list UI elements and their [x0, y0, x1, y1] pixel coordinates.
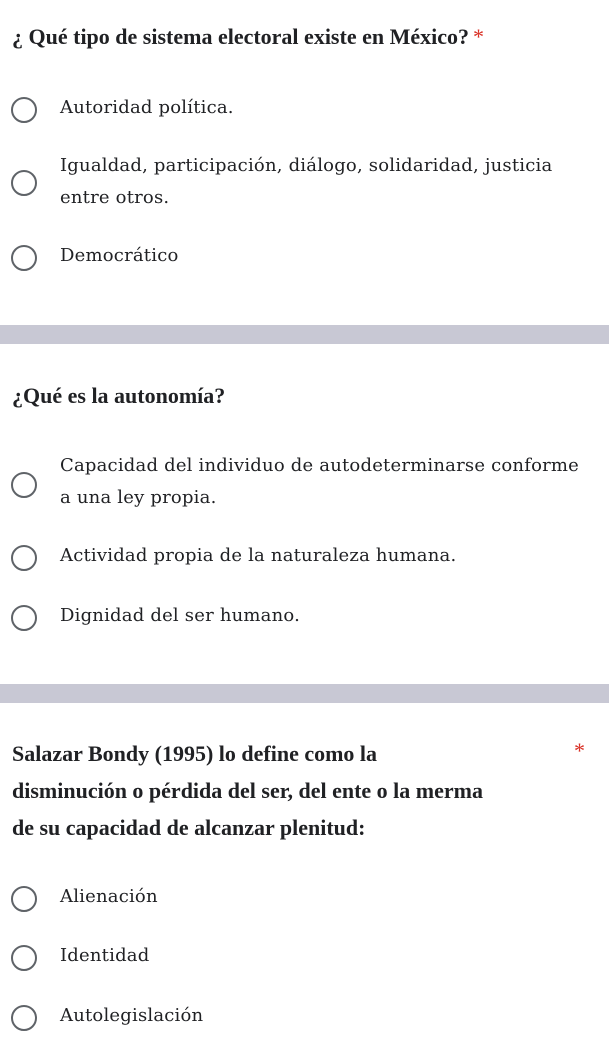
required-asterisk: * — [574, 738, 585, 763]
radio-button[interactable] — [11, 245, 37, 271]
radio-option[interactable] — [0, 540, 609, 576]
option-label: Actividad propia de la naturaleza humana. — [60, 545, 457, 566]
option-label: Dignidad del ser humano. — [60, 605, 301, 626]
required-asterisk: * — [472, 24, 484, 49]
radio-option[interactable] — [0, 1000, 609, 1036]
question-salazar-bondy — [0, 703, 609, 1048]
question-electoral-system — [0, 0, 609, 325]
radio-option[interactable] — [0, 240, 609, 276]
radio-option[interactable] — [0, 92, 609, 128]
radio-button[interactable] — [11, 605, 37, 631]
question-title — [12, 18, 484, 55]
question-title-line: Salazar Bondy (1995) lo define como la — [12, 741, 378, 766]
option-label: Alienación — [60, 886, 158, 907]
question-title-line: disminución o pérdida del ser, del ente o la merma — [12, 778, 483, 803]
radio-button[interactable] — [11, 886, 37, 912]
option-label: Capacidad del individuo de autodeterminarse conforme a una ley propia. — [60, 455, 580, 508]
radio-button[interactable] — [11, 1005, 37, 1031]
radio-button[interactable] — [11, 170, 37, 196]
option-label: Democrático — [60, 245, 179, 266]
radio-option[interactable] — [0, 450, 609, 516]
question-autonomy — [0, 344, 609, 684]
radio-option[interactable] — [0, 940, 609, 976]
section-divider — [0, 684, 609, 703]
radio-button[interactable] — [11, 97, 37, 123]
radio-button[interactable] — [11, 945, 37, 971]
section-divider — [0, 325, 609, 344]
option-label: Identidad — [60, 945, 150, 966]
radio-option[interactable] — [0, 150, 609, 216]
radio-button[interactable] — [11, 545, 37, 571]
option-label: Igualdad, participación, diálogo, solidaridad, justicia entre otros. — [60, 155, 553, 208]
question-title — [12, 735, 572, 846]
question-title-text: ¿ Qué tipo de sistema electoral existe en México? — [12, 24, 469, 49]
question-title: ¿Qué es la autonomía? — [12, 383, 226, 408]
option-label: Autolegislación — [60, 1005, 204, 1026]
option-label: Autoridad política. — [60, 97, 234, 118]
radio-option[interactable] — [0, 881, 609, 917]
radio-option[interactable] — [0, 600, 609, 636]
radio-button[interactable] — [11, 472, 37, 498]
question-title-line: de su capacidad de alcanzar plenitud: — [12, 815, 366, 840]
